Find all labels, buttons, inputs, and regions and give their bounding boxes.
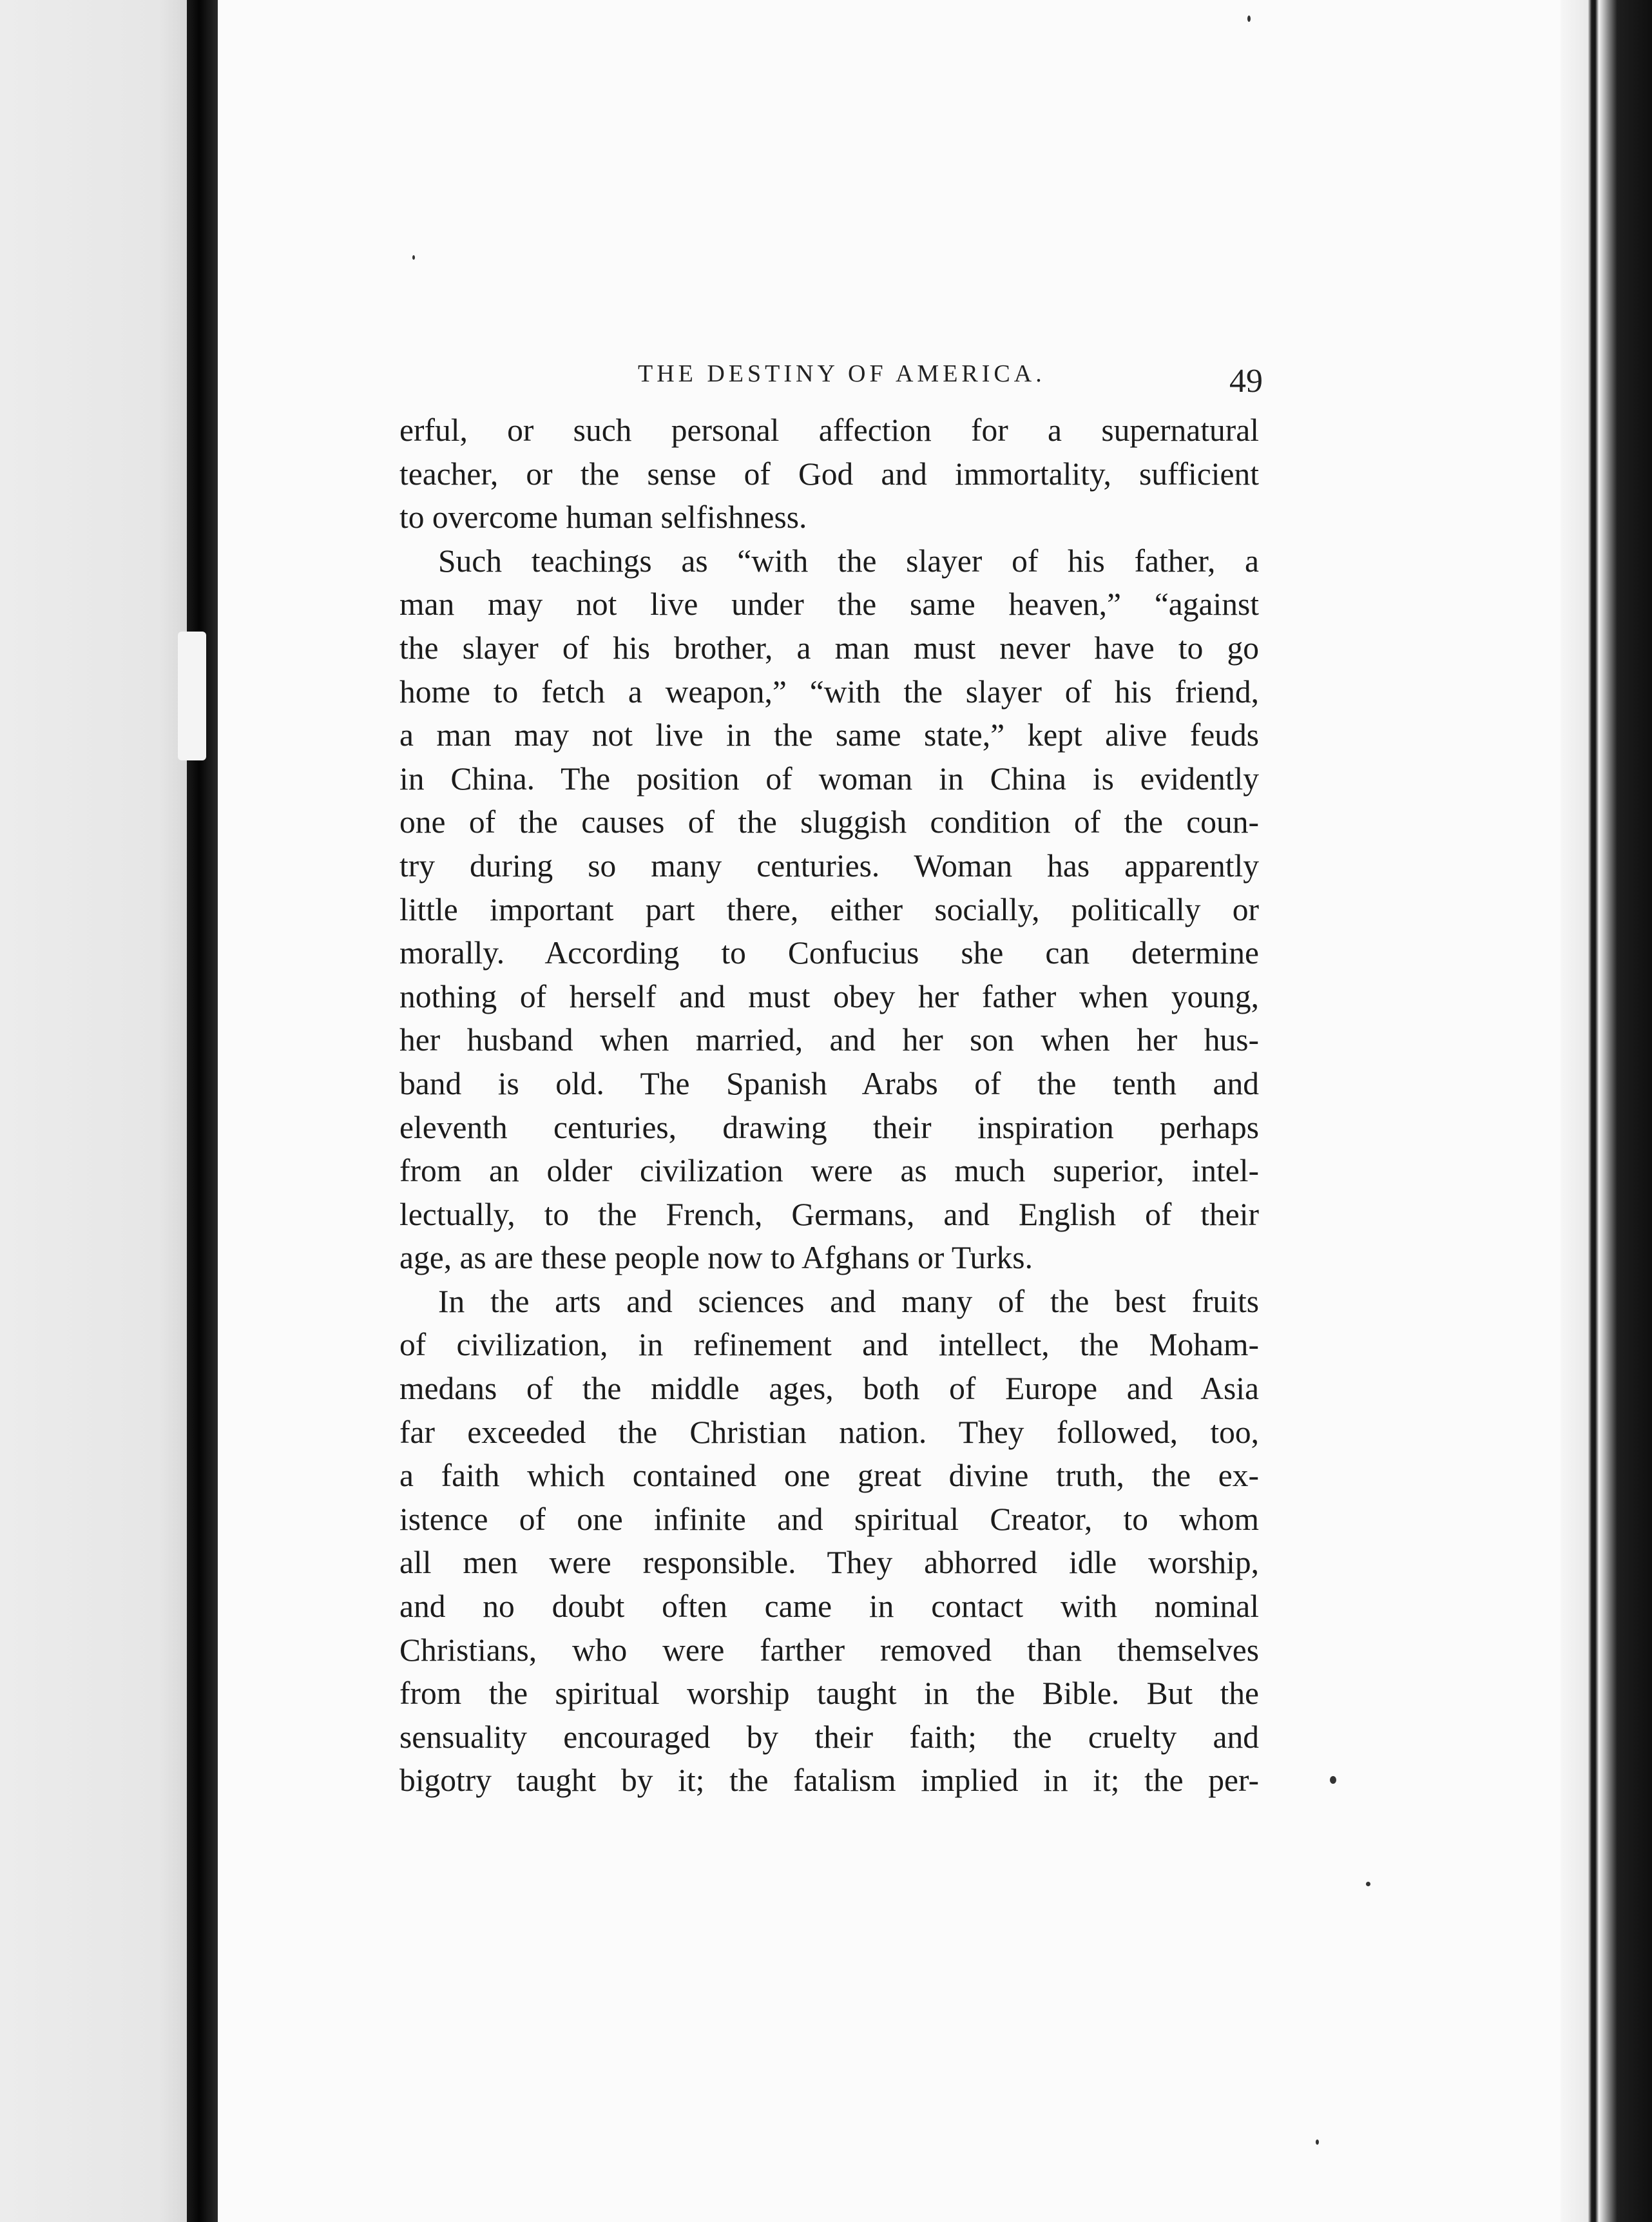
text-line: the slayer of his brother, a man must never have to go	[399, 630, 1259, 666]
text-line: morally. According to Confucius she can determine	[399, 935, 1259, 971]
text-line: sensuality encouraged by their faith; the cruelty and	[399, 1719, 1259, 1755]
text-line: and no doubt often came in contact with nominal	[399, 1589, 1259, 1625]
paragraph	[399, 409, 1259, 539]
text-line: a man may not live in the same state,” kept alive feuds	[399, 717, 1259, 753]
text-line: lectually, to the French, Germans, and English of their	[399, 1196, 1259, 1232]
text-line: from the spiritual worship taught in the Bible. But the	[399, 1676, 1259, 1712]
text-line: medans of the middle ages, both of Europe and Asia	[399, 1371, 1259, 1407]
book-gutter	[187, 0, 218, 2222]
text-line: try during so many centuries. Woman has apparently	[399, 847, 1259, 884]
page-edge-stack	[1561, 0, 1652, 2222]
text-line: teacher, or the sense of God and immortality, sufficient	[399, 456, 1259, 492]
text-line: to overcome human selfishness.	[399, 499, 807, 536]
text-line: one of the causes of the sluggish condition of the coun-	[399, 804, 1259, 840]
text-line: of civilization, in refinement and intellect, the Moham-	[399, 1327, 1259, 1363]
text-line: nothing of herself and must obey her father when young,	[399, 978, 1259, 1014]
text-line: bigotry taught by it; the fatalism implied in it; the per-	[399, 1763, 1259, 1799]
text-line: erful, or such personal affection for a supernatural	[399, 412, 1259, 448]
text-line: far exceeded the Christian nation. They followed, too,	[399, 1414, 1259, 1450]
text-line: In the arts and sciences and many of the best fruits	[438, 1283, 1259, 1319]
text-line: man may not live under the same heaven,” “against	[399, 586, 1259, 623]
page-number: 49	[1229, 363, 1263, 400]
text-line: band is old. The Spanish Arabs of the tenth and	[399, 1065, 1259, 1101]
text-line: from an older civilization were as much superior, intel-	[399, 1153, 1259, 1189]
running-head: THE DESTINY OF AMERICA.	[638, 360, 1046, 387]
previous-page-edge	[0, 0, 187, 2222]
text-line: age, as are these people now to Afghans or Turks.	[399, 1240, 1033, 1276]
text-line: her husband when married, and her son when her hus-	[399, 1022, 1259, 1058]
body-text	[399, 409, 1259, 1802]
page-header	[387, 348, 1263, 406]
gutter-notch	[178, 632, 206, 760]
text-line: home to fetch a weapon,” “with the slayer of his friend,	[399, 673, 1259, 710]
text-line: istence of one infinite and spiritual Creator, to whom	[399, 1501, 1259, 1537]
scan-speck	[1247, 15, 1251, 22]
scan-speck	[412, 255, 415, 260]
text-line: all men were responsible. They abhorred idle worship,	[399, 1545, 1259, 1581]
text-line: little important part there, either socially, politically or	[399, 891, 1259, 927]
text-line: Christians, who were farther removed than themselves	[399, 1632, 1259, 1668]
scan-speck	[1316, 2140, 1319, 2145]
text-line: in China. The position of woman in China is evidently	[399, 760, 1259, 797]
text-line: eleventh centuries, drawing their inspiration perhaps	[399, 1109, 1259, 1145]
scan-speck	[1366, 1882, 1370, 1886]
scan-speck	[1330, 1776, 1336, 1784]
paragraph	[399, 539, 1259, 1280]
paragraph	[399, 1280, 1259, 1802]
text-line: Such teachings as “with the slayer of his father, a	[438, 543, 1259, 579]
text-line: a faith which contained one great divine truth, the ex-	[399, 1458, 1259, 1494]
